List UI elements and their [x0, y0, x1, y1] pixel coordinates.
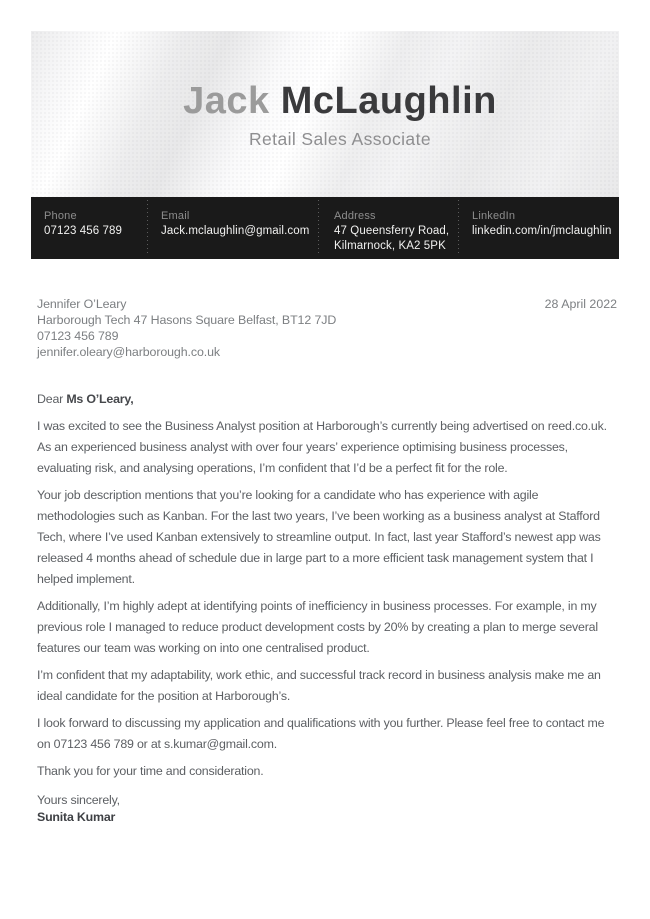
candidate-last-name: McLaughlin: [280, 80, 497, 122]
contact-address-line2: Kilmarnock, KA2 5PK: [334, 240, 446, 252]
contact-address-line1: 47 Queensferry Road,: [334, 225, 450, 237]
letter-body: [37, 416, 617, 782]
contact-bar: [31, 197, 619, 259]
candidate-first-name: Jack: [183, 80, 270, 122]
closing-block: [37, 792, 617, 826]
candidate-name-heading: [46, 82, 634, 122]
candidate-job-title: Retail Sales Associate: [249, 128, 431, 149]
salutation-name: Ms O’Leary,: [66, 392, 134, 406]
recipient-email[interactable]: jennifer.oleary@harborough.co.uk: [37, 345, 220, 359]
salutation: [37, 389, 617, 410]
contact-linkedin: [472, 209, 612, 239]
signature-name: Sunita Kumar: [37, 810, 116, 824]
contact-email-value[interactable]: Jack.mclaughlin@gmail.com: [161, 225, 310, 237]
recipient-row: [37, 296, 617, 360]
contact-email-label: Email: [161, 210, 190, 222]
letter-content: [37, 296, 617, 826]
contact-phone-value: 07123 456 789: [44, 225, 123, 237]
contact-bar-separator: [458, 200, 459, 256]
contact-phone-label: Phone: [44, 210, 77, 222]
header-title-block: [46, 31, 634, 150]
contact-bar-separator: [147, 200, 148, 256]
contact-email: [161, 209, 309, 239]
recipient-block: [37, 296, 336, 360]
salutation-prefix: Dear: [37, 392, 67, 406]
paragraph-6: Thank you for your time and consideration.: [37, 764, 264, 778]
contact-bar-separator: [318, 200, 319, 256]
contact-phone: [44, 209, 122, 239]
paragraph-1: I was excited to see the Business Analyst position at Harborough’s currently being advertised on reed.co.uk. As an experienced business analyst with over four years’ experience optimising business processes, evaluating risk, and analysing operations, I’m confident that I’d be a perfect fit for the role.: [37, 419, 607, 475]
paragraph-3: Additionally, I’m highly adept at identifying points of inefficiency in business processes. For example, in my previous role I managed to reduce product development costs by 20% by creating a plan to merge several features our team was working on into one centralised product.: [37, 599, 598, 655]
contact-linkedin-value[interactable]: linkedin.com/in/jmclaughlin: [472, 225, 612, 237]
paragraph-4: I’m confident that my adaptability, work ethic, and successful track record in business analysis make me an ideal candidate for the position at Harborough’s.: [37, 668, 601, 703]
contact-address: [334, 209, 449, 254]
recipient-name: Jennifer O’Leary: [37, 297, 127, 311]
header-banner: [31, 31, 619, 197]
contact-address-label: Address: [334, 210, 376, 222]
recipient-address: Harborough Tech 47 Hasons Square Belfast, BT12 7JD: [37, 313, 337, 327]
letter-date: 28 April 2022: [544, 297, 617, 311]
paragraph-2: Your job description mentions that you’re looking for a candidate who has experience with agile methodologies such as Kanban. For the last two years, I’ve been working as a business analyst at Stafford Tech, where I’ve used Kanban extensively to streamline output. In fact, last year Stafford’s newest app was released 4 months ahead of schedule due in large part to a more efficient task management system that I helped implement.: [37, 488, 601, 586]
paragraph-5: I look forward to discussing my application and qualifications with you further. Please feel free to contact me on 07123 456 789 or at s.kumar@gmail.com.: [37, 716, 605, 751]
contact-linkedin-label: LinkedIn: [472, 210, 516, 222]
closing-line: Yours sincerely,: [37, 793, 120, 807]
recipient-phone: 07123 456 789: [37, 329, 119, 343]
